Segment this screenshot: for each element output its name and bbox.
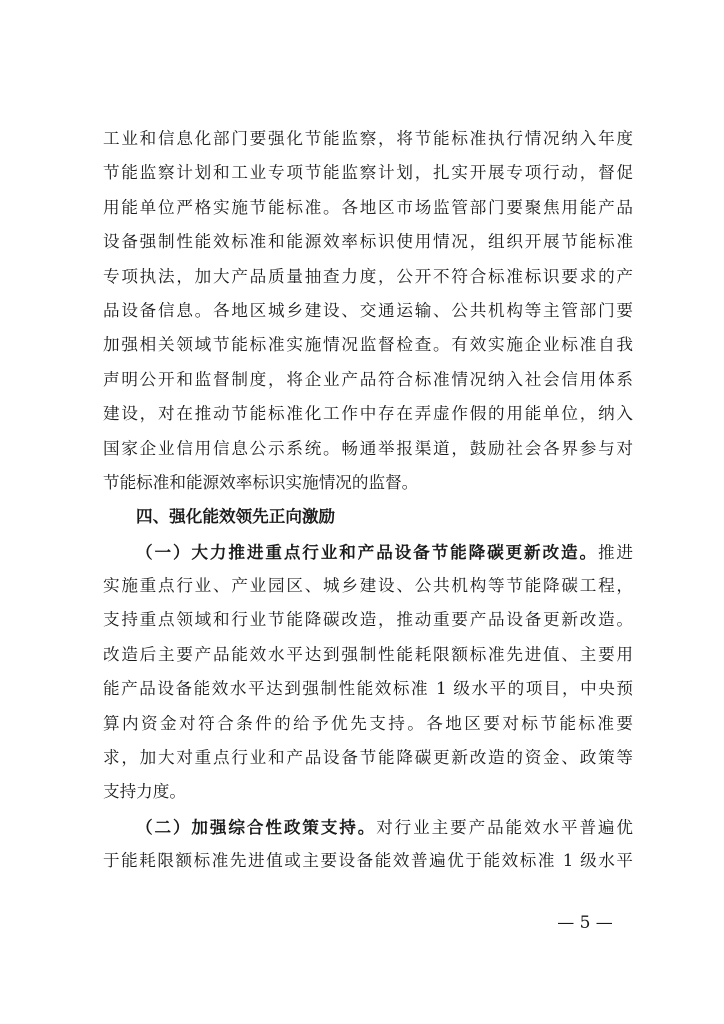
text-line: 专项执法，加大产品质量抽查力度，公开不符合标准标识要求的产: [103, 266, 633, 286]
paragraph-first-line: [103, 810, 633, 844]
text-line: 设备强制性能效标准和能源效率标识使用情况，组织开展节能标准: [103, 232, 633, 252]
section-heading: 四、强化能效领先正向激励: [136, 507, 336, 527]
text-line: 工业和信息化部门要强化节能监察，将节能标准执行情况纳入年度: [103, 129, 633, 148]
text-line: 支持力度。: [103, 782, 186, 802]
document-body: [103, 122, 633, 879]
text-line: 国家企业信用信息公示系统。畅通举报渠道，鼓励社会各界参与对: [103, 438, 633, 458]
text-line: 实施重点行业、产业园区、城乡建设、公共机构等节能降碳工程，: [103, 576, 633, 596]
text-line: 品设备信息。各地区城乡建设、交通运输、公共机构等主管部门要: [103, 300, 633, 320]
text-line: 节能监察计划和工业专项节能监察计划，扎实开展专项行动，督促: [103, 163, 633, 183]
text-line: 建设，对在推动节能标准化工作中存在弄虚作假的用能单位，纳入: [103, 404, 633, 424]
text-line: 于能耗限额标准先进值或主要设备能效普遍优于能效标准 1 级水平: [103, 851, 633, 871]
text-line: 声明公开和监督制度，将企业产品符合标准情况纳入社会信用体系: [103, 369, 633, 389]
paragraph-first-line: [103, 535, 633, 569]
text-line: 能产品设备能效水平达到强制性能效标准 1 级水平的项目，中央预: [103, 679, 633, 699]
paragraph-text: 推进: [597, 542, 633, 562]
text-line: 用能单位严格实施节能标准。各地区市场监管部门要聚焦用能产品: [103, 197, 633, 217]
text-line: 算内资金对符合条件的给予优先支持。各地区要对标节能标准要: [103, 713, 633, 733]
text-line: 加强相关领域节能标准实施情况监督检查。有效实施企业标准自我: [103, 335, 633, 355]
text-line: 改造后主要产品能效水平达到强制性能耗限额标准先进值、主要用: [103, 644, 633, 664]
text-line: 节能标准和能源效率标识实施情况的监督。: [103, 472, 419, 492]
paragraph-bold-lead: （一）大力推进重点行业和产品设备节能降碳更新改造。: [136, 541, 598, 562]
paragraph-text: 对行业主要产品能效水平普遍优: [376, 817, 633, 837]
text-line: 支持重点领域和行业节能降碳改造，推动重要产品设备更新改造。: [103, 610, 633, 630]
paragraph-bold-lead: （二）加强综合性政策支持。: [136, 816, 377, 837]
text-line: 求，加大对重点行业和产品设备节能降碳更新改造的资金、政策等: [103, 748, 633, 768]
page-number: — 5 —: [557, 913, 613, 933]
